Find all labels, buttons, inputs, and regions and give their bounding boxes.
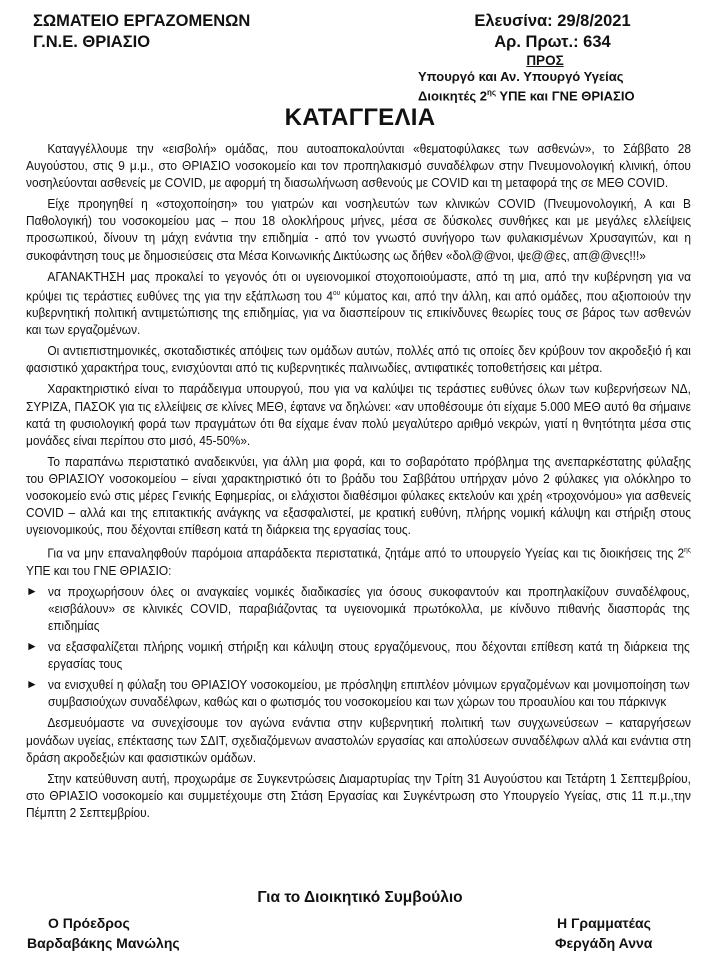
right-triangle-icon: ► (26, 677, 38, 692)
signature-president (27, 913, 180, 953)
protocol-number: Αρ. Πρωτ.: 634 (494, 33, 611, 51)
demands-intro: Για να μην επαναληφθούν παρόμοια απαράδεκτα περιστατικά, ζητάμε από το υπουργείο Υγείας και τις διοικήσεις της $2^{\eta\varsigma}$ ΥΠΕ και του ΓΝΕ ΘΡΙΑΣΙΟ: (26, 545, 691, 578)
paragraph: Καταγγέλλουμε την «εισβολή» ομάδας, που αυτοαποκαλούνται «θεματοφύλακες των ασθενών», το Σάββατο 28 Αυγούστου, στις 9 μ.μ., στο ΘΡΙΑΣΙΟ νοσοκομείο και τον προπηλακισμό συναδέλφων στην Πνευμονολογική κλινική, όπου νοσηλεύονται ασθενείς με COVID, με αφορμή τη διασωλήνωση ασθενούς με COVID και τη μεταφορά της σε ΜΕΘ COVID. (26, 141, 691, 191)
to-label: ΠΡΟΣ (526, 53, 564, 68)
paragraph: Είχε προηγηθεί η «στοχοποίηση» του γιατρών και νοσηλευτών των κλινικών COVID (Πνευμονολογική, Α και Β Παθολογική) του νοσοκομείου μας – που 18 ολοκλήρους μήνες, μέσα σε δύσκολες συνθήκες και με μεγάλες ελλείψεις προσωπικού, δίνουν τη μάχη ενάντια την επιδημία - από τον γνωστό συνήγορο των φυλακισμένων Χρυσαγιτών, και η συκοφάντηση τους με δημοσιεύσεις στα Μέσα Κοινωνικής Δικτύωσης ως δήθεν «δολ@@νοι, ψε@@ες, απ@@νες!!!» (26, 196, 691, 263)
board-heading: Για το Διοικητικό Συμβούλιο (257, 889, 463, 906)
paragraph: Χαρακτηριστικό είναι το παράδειγμα υπουργού, που για να καλύψει τις τεράστιες ευθύνες όλων των κυβερνήσεων ΝΔ, ΣΥΡΙΖΑ, ΠΑΣΟΚ για τις ελλείψεις σε κλίνες ΜΕΘ, έφτανε να δηλώνει: «αν υποθέσουμε ότι είχαμε 5.000 ΜΕΘ αυτό θα σήμαινε κατά τη φυσιολογική φορά των πραγμάτων ότι θα είχαμε έναν πολύ μεγαλύτερο αριθμό νεκρών, γιατί η θνητότητα μέσα στις μονάδες είναι περίπου στο μισό, 45-50%». (26, 381, 691, 448)
demand-item: ► να προχωρήσουν όλες οι αναγκαίες νομικές διαδικασίες για όσους συκοφαντούν και προπηλακίζουν συναδέλφους, «εισβάλουν» σε κλινικές COVID, παραβιάζοντας τα υγειονομικά πρωτόκολλα, με κίνδυνο πιθανής διασποράς της επιδημίας (26, 583, 690, 633)
sender-block (33, 11, 250, 53)
demand-item: ► να ενισχυθεί η φύλαξη του ΘΡΙΑΣΙΟΥ νοσοκομείου, με πρόσληψη επιπλέον μόνιμων εργαζομένων και μονιμοποίηση των συμβασιούχων συναδέλφων, καθώς και ο φωτισμός του νοσοκομείου και των χώρων του προαυλίου και του πάρκινγκ (26, 677, 690, 710)
document-body (26, 140, 691, 825)
right-triangle-icon: ► (26, 583, 38, 598)
demand-item: ► να εξασφαλίζεται πλήρης νομική στήριξη και κάλυψη στους εργαζόμενους, που δέχονται επίθεση κατά τη διάρκεια της εργασίας τους (26, 639, 690, 672)
sender-hospital: Γ.Ν.Ε. ΘΡΙΑΣΙΟ (33, 33, 151, 51)
paragraph-outrage: ΑΓΑΝΑΚΤΗΣΗ μας προκαλεί το γεγονός ότι οι υγειονομικοί στοχοποιούμαστε, από τη μια, από την κυβέρνηση για να κρύψει τις τεράστιες ευθύνες της για την εξάπλωση του $4^{o\upsilon}$ κύματος και, από την άλλη, και από ομάδες, που αξιοποιούν την κυβερνητική πολιτική αντιμετώπισης της επιδημίας, για να διασπείρουν τις επικίνδυνες θεωρίες τους σε βάρος των ασθενών και των εργαζομένων. (26, 268, 691, 338)
right-triangle-icon: ► (26, 639, 38, 654)
secretary-role: Η Γραμματέας (557, 915, 651, 931)
sender-union: ΣΩΜΑΤΕΙΟ ΕΡΓΑΖΟΜΕΝΩΝ (33, 12, 251, 30)
recipient-ministers: Υπουργό και Αν. Υπουργό Υγείας (418, 69, 624, 84)
paragraph: Το παραπάνω περιστατικό αναδεικνύει, για άλλη μια φορά, και το σοβαρότατο πρόβλημα της ανεπαρκέστατης φύλαξης του ΘΡΙΑΣΙΟΥ νοσοκομείου – είναι χαρακτηριστικό ότι το βράδυ του Σαββάτου υπήρχαν μόνο 2 φύλακες για ολόκληρο το νοσοκομείο ενώ στις μέρες Γενικής Εφημερίας, οι ελάχιστοι διαθέσιμοι φύλακες εκτελούν και χρέη «τροχονόμου» για ασθενείς COVID – αλλά και της επιτακτικής ανάγκης να εξασφαλιστεί, με κρατική ευθύνη, πλήρης νομική κάλυψη και στήριξη στους υγειονομικούς, που δέχονται επίθεση κατά τη διάρκεια της εργασίας τους. (26, 453, 691, 538)
paragraph: Δεσμευόμαστε να συνεχίσουμε τον αγώνα ενάντια στην κυβερνητική πολιτική των συγχωνεύσεων – καταργήσεων μονάδων υγείας, επέκτασης των ΣΔΙΤ, σχεδιαζόμενων αναστολών εργασίας και απολύσεων συναδέλφων αλλά και ενάντια στη δράση ακροδεξιών και φασιστικών ομάδων. (26, 715, 691, 765)
place-date: Ελευσίνα: 29/8/2021 (474, 12, 631, 30)
recipient-directors: Διοικητές $2^{\eta\varsigma}$ ΥΠΕ και ΓΝΕ ΘΡΙΑΣΙΟ (418, 88, 635, 104)
recipients-block (410, 53, 680, 104)
date-protocol-block (440, 11, 665, 53)
signature-secretary (555, 913, 652, 953)
paragraph: Οι αντιεπιστημονικές, σκοταδιστικές απόψεις των ομάδων αυτών, πολλές από τις οποίες δεν κρύβουν τον ακροδεξιό ή και φασιστικό χαρακτήρα τους, ενισχύονται από τις κυβερνητικές παλινωδίες, αντιφατικές τοποθετήσεις και μέτρα. (26, 343, 691, 376)
president-name: Βαρδαβάκης Μανώλης (27, 935, 180, 951)
paragraph: Στην κατεύθυνση αυτή, προχωράμε σε Συγκεντρώσεις Διαμαρτυρίας την Τρίτη 31 Αυγούστου και Τετάρτη 1 Σεπτεμβρίου, στο ΘΡΙΑΣΙΟ νοσοκομείο και συμμετέχουμε στη Στάση Εργασίας και Συγκέντρωση στο Υπουργείο Υγείας, στις 11 π.μ.,την Πέμπτη 2 Σεπτεμβρίου. (26, 770, 691, 820)
secretary-name: Φεργάδη Αννα (555, 935, 653, 951)
document-title: ΚΑΤΑΓΓΕΛΙΑ (284, 104, 436, 131)
president-role: Ο Πρόεδρος (48, 915, 130, 931)
